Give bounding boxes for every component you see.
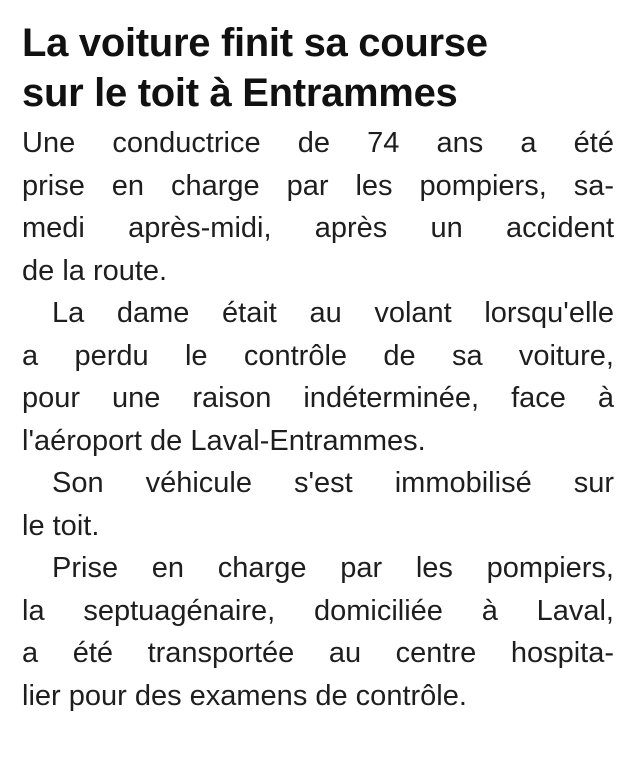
headline-line-1: La voiture finit sa course [22,21,488,65]
paragraph-1 [22,122,614,292]
paragraph-line: l'aéroport de Laval-Entrammes. [22,424,426,457]
paragraph-line: le toit. [22,509,100,542]
headline [22,18,614,118]
article-body [22,122,614,717]
paragraph-line: Une conductrice de 74 ans a été [22,127,614,159]
paragraph-line: a été transportée au centre hospita- [22,637,614,669]
paragraph-2 [22,292,614,462]
paragraph-line: La dame était au volant lorsqu'elle [52,297,614,329]
paragraph-line: lier pour des examens de contrôle. [22,679,467,712]
paragraph-3 [22,462,614,547]
paragraph-line: a perdu le contrôle de sa voiture, [22,339,614,372]
paragraph-line: la septuagénaire, domiciliée à Laval, [22,594,614,627]
paragraph-line: Prise en charge par les pompiers, [52,552,614,584]
paragraph-line: prise en charge par les pompiers, sa- [22,169,614,202]
paragraph-4 [22,547,614,717]
paragraph-line: pour une raison indéterminée, face à [22,382,614,414]
paragraph-line: de la route. [22,254,168,287]
headline-line-2: sur le toit à Entrammes [22,71,458,115]
paragraph-line: Son véhicule s'est immobilisé sur [52,467,614,499]
paragraph-line: medi après-midi, après un accident [22,212,614,244]
